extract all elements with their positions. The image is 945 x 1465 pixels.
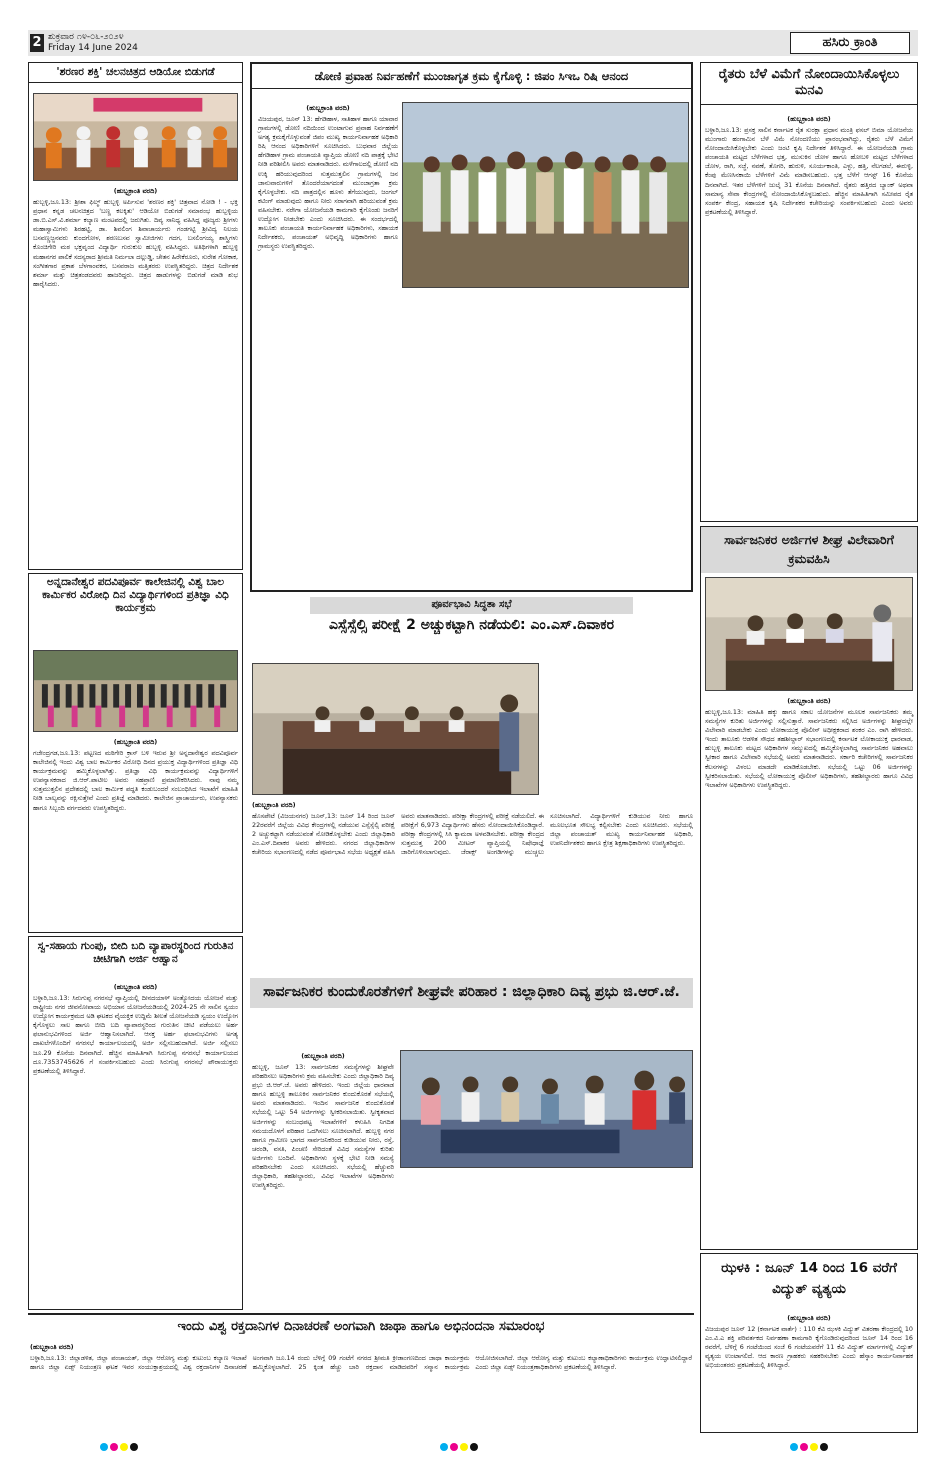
article-audio-body: ಹುಬ್ಬಳ್ಳಿ,ಜೂ.13: ಶ್ರೀಶಾ ಫಿಲ್ಮ್ ಹುಬ್ಬಳ್ಳಿ ಅರ್ಪಿಸುವ 'ಶರಣರ ಶಕ್ತಿ' ಚಿತ್ರವಾದ ನೋಡಿ ! - ಭಕ್ತಿ ಪ್ರಧಾನ ಕನ್ನಡ ಚಲನಚಿತ್ರದ 'ಬಣ್ಣ ಕಲಕ್ಕಿತು' ಆಡಿಯೋ ಬಿಡುಗಡೆ ಸಮಾರಂಭ ಹುಬ್ಬಳ್ಳಿಯ ಡಾ.ಬಿ.ಎಸ್.ವಿ.ಶರ್ಮಾ ಕಲ್ಯಾಣ ಮಂಟಪದಲ್ಲಿ ಜರುಗಿತು. ದಿವ್ಯ ಸಾನಿಧ್ಯ ವಹಿಸಿದ್ದ ಪೂಜ್ಯರು ಶ್ರೀಗಳು ಮಹಾಸ್ವಾಮಿಗಳು ಶಿರಹಟ್ಟಿ, ಡಾ. ಶಿವಲಿಂಗ ಶಿವಾಚಾರ್ಯರು ಗಂಡಗಟ್ಟಿ ಶ್ರೀವಿದ್ಯ ನಿಲಯ ಬಸವಣ್ಣಜ್ಜನವರು ಕುಂದಗೋಳ, ಶರಣಬಸವ ಸ್ವಾಮೀಜಿಗಳು ಗದಗ, ಬಸಲಿಂಗಯ್ಯ ಶಾಸ್ತ್ರಿಗಳು ಕೊಂಚಿಗೇರಿ ಮಠ ಭಕ್ತವೃಂದ ವಿದ್ಯಾರ್ಥಿ ಗುರುಕುಲ ಹುಬ್ಬಳ್ಳಿ ವಹಿಸಿದ್ದರು. ಅತಿಥಿಗಳಾಗಿ ಹುಬ್ಬಳ್ಳಿ ಮಹಾನಗರ ಪಾಲಿಕೆ ಸದಸ್ಯರಾದ ಶ್ರೀಮತಿ ನಿರ್ಮಲಾ ದಲ್ಲುಡ್ಡಿ, ಚೇತನ ಹಿರೇಕೆರೂರು, ಸುರೇಶ ಗೋಕಾಕ, ಸಂಗೀತಗಾರ ಪ್ರಕಾಶ ಬೆಳಗಾಂವಕರ, ಬಸವರಾಜ ಮತ್ತಿತರರು ಉಪಸ್ಥಿತರಿದ್ದರು. ಚಿತ್ರದ ನಿರ್ದೇಶಕ ಶರ್ಮಾ ಮತ್ತು ಚಿತ್ರತಂಡದವರು ಹಾಜರಿದ್ದರು. ಚಿತ್ರದ ಹಾಡುಗಳನ್ನು ಬಿಡುಗಡೆ ಮಾಡಿ ಶುಭ ಹಾರೈಸಿದರು. [33,198,238,288]
dot-yellow [460,1443,468,1451]
article-shg [28,936,243,1310]
article-audio-photo [33,93,238,181]
article-ngo-body: ಗಜೇಂದ್ರಗಡ,ಜೂ.13: ಪಟ್ಟಣದ ಮಠಿಗೇರಿ ಕ್ರಾಸ್ ಬಳಿ ಇರುವ ಶ್ರೀ ಅನ್ನದಾನೇಶ್ವರ ಪದವಿಪೂರ್ವ ಕಾಲೇಜಿನಲ್ಲಿ ಇಂದು ವಿಶ್ವ ಬಾಲ ಕಾರ್ಮಿಕರ ವಿರೋಧಿ ದಿನದ ಪ್ರಯುಕ್ತ ವಿದ್ಯಾರ್ಥಿಗಳಿಂದ ಪ್ರತಿಜ್ಞಾ ವಿಧಿ ಕಾರ್ಯಕ್ರಮವನ್ನು ಹಮ್ಮಿಕೊಳ್ಳಲಾಗಿತ್ತು. ಪ್ರತಿಜ್ಞಾ ವಿಧಿ ಕಾರ್ಯಕ್ರಮವನ್ನು ವಿದ್ಯಾರ್ಥಿಗಳಿಗೆ ಉಪನ್ಯಾಸಕರಾದ ಜಿ.ಆರ್.ಪಾಟೀಲ ಅವರು ಸಹಪ್ರಾಣಿ ಪ್ರಮಾಣೀಕರಿಸಿದರು. ನಾವು ನಮ್ಮ ಸುತ್ತಮುತ್ತಲಿನ ಪ್ರದೇಶದಲ್ಲಿ ಬಾಲ ಕಾರ್ಮಿಕ ಪದ್ಧತಿ ಕಂಡುಬಂದರೆ ಸಂಬಂಧಿಸಿದ ಇಲಾಖೆಗೆ ಮಾಹಿತಿ ನೀಡಿ ಬಾಲ್ಯವನ್ನು ರಕ್ಷಿಸುತ್ತೇವೆ ಎಂದು ಪ್ರತಿಜ್ಞೆ ಮಾಡಿದರು. ಕಾಲೇಜಿನ ಪ್ರಾಚಾರ್ಯರು, ಉಪನ್ಯಾಸಕರು ಹಾಗೂ ಸಿಬ್ಬಂದಿ ವರ್ಗದವರು ಉಪಸ್ಥಿತರಿದ್ದರು. [33,749,238,812]
article-public-apps-headline: ಸಾರ್ವಜನಿಕರ ಅರ್ಜಿಗಳ ಶೀಘ್ರ ವಿಲೇವಾರಿಗೆ ಕ್ರಮವಹಿಸಿ [701,527,917,573]
article-audio [28,62,243,570]
article-public-apps-photo [705,577,913,691]
article-grievance-byline: (ಹುಬ್ಬಕ್ರಾಂತಿ ವರದಿ) [301,1052,345,1060]
article-shg-headline: ಸ್ವ-ಸಹಾಯ ಗುಂಪು, ಬೀದಿ ಬದಿ ವ್ಯಾಪಾರಸ್ಥರಿಂದ ಗುರುತಿನ ಚೀಟಿಗಾಗಿ ಅರ್ಜಿ ಆಹ್ವಾನ [37,940,234,966]
article-blood-body: ಬಳ್ಳಾರಿ,ಜೂ.13: ಜಿಲ್ಲಾಡಳಿತ, ಜಿಲ್ಲಾ ಪಂಚಾಯತ್, ಜಿಲ್ಲಾ ಆರೋಗ್ಯ ಮತ್ತು ಕುಟುಂಬ ಕಲ್ಯಾಣ ಇಲಾಖೆ ಹಾಗೂ ಜಿಲ್ಲಾ ಏಡ್ಸ್ ನಿಯಂತ್ರಣ ಘಟಕ ಇವರ ಸಂಯುಕ್ತಾಶ್ರಯದಲ್ಲಿ ವಿಶ್ವ ರಕ್ತದಾನಿಗಳ ದಿನಾಚರಣೆ ಅಂಗವಾಗಿ ಜೂ.14 ರಂದು ಬೆಳಿಗ್ಗೆ 09 ಗಂಟೆಗೆ ನಗರದ ಶ್ರೀಮತಿ ಕ್ರೀಡಾಂಗಣದಿಂದ ಜಾಥಾ ಕಾರ್ಯಕ್ರಮ ಹಮ್ಮಿಕೊಳ್ಳಲಾಗಿದೆ. 25 ಕ್ಕಿಂತ ಹೆಚ್ಚು ಬಾರಿ ರಕ್ತದಾನ ಮಾಡಿದವರಿಗೆ ಸನ್ಮಾನ ಕಾರ್ಯಕ್ರಮ ಆಯೋಜಿಸಲಾಗಿದೆ. ಜಿಲ್ಲಾ ಆರೋಗ್ಯ ಮತ್ತು ಕುಟುಂಬ ಕಲ್ಯಾಣಾಧಿಕಾರಿಗಳು ಕಾರ್ಯಕ್ರಮ ಉದ್ಘಾಟಿಸಲಿದ್ದಾರೆ ಎಂದು ಜಿಲ್ಲಾ ಏಡ್ಸ್ ನಿಯಂತ್ರಣಾಧಿಕಾರಿಗಳು ಪ್ರಕಟಣೆಯಲ್ಲಿ ತಿಳಿಸಿದ್ದಾರೆ. [30,1354,692,1372]
article-audio-headline: 'ಶರಣರ ಶಕ್ತಿ' ಚಲನಚಿತ್ರದ ಆಡಿಯೋ ಬಿಡುಗಡೆ [29,63,242,83]
article-farmers [700,62,918,522]
article-grievance [250,978,693,1310]
dot-black [820,1443,828,1451]
article-power [700,1253,918,1433]
registration-dots-left [100,1443,138,1451]
dot-cyan [100,1443,108,1451]
article-sslc-byline: (ಹುಬ್ಬಕ್ರಾಂತಿ ವರದಿ) [252,801,296,809]
article-shg-byline: (ಹುಬ್ಬಕ್ರಾಂತಿ ವರದಿ) [113,983,158,991]
article-sslc-photo [252,663,539,795]
registration-dots-center [440,1443,478,1451]
article-grievance-body: ಹುಬ್ಬಳ್ಳಿ, ಜೂನ್ 13: ಸಾರ್ವಜನಿಕರ ಸಮಸ್ಯೆಗಳನ್ನು ಶೀಘ್ರವೇ ಪರಿಹರಿಸಲು ಅಧಿಕಾರಿಗಳು ಕ್ರಮ ವಹಿಸಬೇಕು ಎಂದು ಜಿಲ್ಲಾಧಿಕಾರಿ ದಿವ್ಯ ಪ್ರಭು ಜಿ.ಆರ್.ಜೆ. ಅವರು ಹೇಳಿದರು. ಇಂದು ಜಿಲ್ಲೆಯ ಧಾರವಾಡ ಹಾಗೂ ಹುಬ್ಬಳ್ಳಿ ತಾಲೂಕಿನ ಸಾರ್ವಜನಿಕರ ಕುಂದುಕೊರತೆ ಸಭೆಯಲ್ಲಿ ಅವರು ಮಾತನಾಡಿದರು. ಇಂದಿನ ಸಾರ್ವಜನಿಕ ಕುಂದುಕೊರತೆ ಸಭೆಯಲ್ಲಿ ಒಟ್ಟು 54 ಅರ್ಜಿಗಳನ್ನು ಸ್ವೀಕರಿಸಲಾಯಿತು. ಸ್ವೀಕೃತವಾದ ಅರ್ಜಿಗಳನ್ನು ಸಂಬಂಧಪಟ್ಟ ಇಲಾಖೆಗಳಿಗೆ ಕಳುಹಿಸಿ ನಿಗದಿತ ಸಮಯದೊಳಗೆ ಪರಿಹಾರ ಒದಗಿಸಲು ಸೂಚಿಸಲಾಗಿದೆ. ಹುಬ್ಬಳ್ಳಿ ನಗರ ಹಾಗೂ ಗ್ರಾಮೀಣ ಭಾಗದ ಸಾರ್ವಜನಿಕರಿಂದ ಕುಡಿಯುವ ನೀರು, ರಸ್ತೆ, ಚರಂಡಿ, ವಸತಿ, ಪಿಂಚಣಿ ಸೇರಿದಂತೆ ವಿವಿಧ ಸಮಸ್ಯೆಗಳ ಕುರಿತು ಅರ್ಜಿಗಳು ಬಂದಿವೆ. ಅಧಿಕಾರಿಗಳು ಸ್ಥಳಕ್ಕೆ ಭೇಟಿ ನೀಡಿ ಸಮಸ್ಯೆ ಪರಿಹರಿಸಬೇಕು ಎಂದು ಸೂಚಿಸಿದರು. ಸಭೆಯಲ್ಲಿ ಹೆಚ್ಚುವರಿ ಜಿಲ್ಲಾಧಿಕಾರಿ, ತಹಶೀಲ್ದಾರರು, ವಿವಿಧ ಇಲಾಖೆಗಳ ಅಧಿಕಾರಿಗಳು ಉಪಸ್ಥಿತರಿದ್ದರು. [252,1063,394,1190]
date-kannada: ಶುಕ್ರವಾರ ೧೪-೦೬-೨೦೨೪ [48,32,124,42]
article-power-headline: ಝಳಕಿ : ಜೂನ್ 14 ರಿಂದ 16 ವರೆಗೆ ವಿದ್ಯುತ್ ವ್ಯತ್ಯಯ [721,1260,897,1297]
divider-bottom [28,1313,694,1315]
article-sslc [250,597,693,975]
article-floods-headline: ಡೋಣಿ ಪ್ರವಾಹ ನಿರ್ವಹಣೆಗೆ ಮುಂಜಾಗೃತ ಕ್ರಮ ಕೈಗೊಳ್ಳಿ : ಜಿಪಂ ಸಿಇಒ ರಿಷಿ ಆನಂದ [252,64,691,89]
dot-black [470,1443,478,1451]
article-grievance-headline: ಸಾರ್ವಜನಿಕರ ಕುಂದುಕೊರತೆಗಳಿಗೆ ಶೀಘ್ರವೇ ಪರಿಹಾರ : ಜಿಲ್ಲಾಧಿಕಾರಿ ದಿವ್ಯ ಪ್ರಭು ಜಿ.ಆರ್.ಜೆ. [250,978,693,1008]
article-grievance-photo [400,1050,693,1168]
article-public-apps-body: ಹುಬ್ಬಳ್ಳಿ,ಜೂ.13: ಮಾಹಿತಿ ಹಕ್ಕು ಹಾಗೂ ಸಕಾಲ ಯೋಜನೆಗಳ ಮೂಲಕ ಸಾರ್ವಜನಿಕರು ತಮ್ಮ ಸಮಸ್ಯೆಗಳ ಕುರಿತು ಅರ್ಜಿಗಳನ್ನು ಸಲ್ಲಿಸುತ್ತಾರೆ. ಸಾರ್ವಜನಿಕರು ಸಲ್ಲಿಸಿದ ಅರ್ಜಿಗಳನ್ನು ಶೀಘ್ರದಲ್ಲೇ ವಿಲೇವಾರಿ ಮಾಡಬೇಕು ಎಂದು ಲೋಕಾಯುಕ್ತ ಪೊಲೀಸ್ ಅಧೀಕ್ಷಕರಾದ ಶಂಕರ ಎಂ. ರಾಗಿ ಹೇಳಿದರು. ಇಂದು ತಾಲೂಕು ಆಡಳಿತ ಸೌಧದ ತಹಶೀಲ್ದಾರ್ ಸಭಾಂಗಣದಲ್ಲಿ ಕರ್ನಾಟಕ ಲೋಕಾಯುಕ್ತ ಧಾರವಾಡ, ಹುಬ್ಬಳ್ಳಿ ತಾಲೂಕು ಮಟ್ಟದ ಅಧಿಕಾರಿಗಳ ಸಮ್ಮುಖದಲ್ಲಿ ಹಮ್ಮಿಕೊಳ್ಳಲಾಗಿದ್ದ ಸಾರ್ವಜನಿಕರ ಅಹವಾಲು ಸ್ವೀಕಾರ ಹಾಗೂ ವಿಲೇವಾರಿ ಸಭೆಯಲ್ಲಿ ಅವರು ಮಾತನಾಡಿದರು. ಸರ್ಕಾರಿ ಕಚೇರಿಗಳಲ್ಲಿ ಸಾರ್ವಜನಿಕರ ಕೆಲಸಗಳನ್ನು ವಿಳಂಬ ಮಾಡದೇ ಮಾಡಿಕೊಡಬೇಕು. ಸಭೆಯಲ್ಲಿ ಒಟ್ಟು 06 ಅರ್ಜಿಗಳನ್ನು ಸ್ವೀಕರಿಸಲಾಯಿತು. ಸಭೆಯಲ್ಲಿ ಲೋಕಾಯುಕ್ತ ಪೊಲೀಸ್ ಅಧಿಕಾರಿಗಳು, ತಹಶೀಲ್ದಾರರು ಹಾಗೂ ವಿವಿಧ ಇಲಾಖೆಗಳ ಅಧಿಕಾರಿಗಳು ಉಪಸ್ಥಿತರಿದ್ದರು. [705,708,913,789]
article-sslc-headline: ಎಸ್ಸೆಸ್ಸೆಲ್ಸಿ ಪರೀಕ್ಷೆ 2 ಅಚ್ಚುಕಟ್ಟಾಗಿ ನಡೆಯಲಿ: ಎಂ.ಎಸ್.ದಿವಾಕರ [329,616,614,633]
article-floods-body: ವಿಜಯಪುರ, ಜೂನ್ 13: ಹೆಗಡಿಹಾಳ, ಸಾತಿಹಾಳ ಹಾಗೂ ಯಾವಾರ ಗ್ರಾಮಗಳಲ್ಲಿ ಡೋಣಿ ನದಿಯಿಂದ ಉಂಟಾಗುವ ಪ್ರವಾಹ ನಿರ್ವಹಣೆಗೆ ಅಗತ್ಯ ಕ್ರಮಕೈಗೊಳ್ಳುವಂತೆ ಜಿಪಂ ಮುಖ್ಯ ಕಾರ್ಯನಿರ್ವಾಹಕ ಅಧಿಕಾರಿ ರಿಷಿ ಆನಂದ ಅಧಿಕಾರಿಗಳಿಗೆ ಸೂಚಿಸಿದರು. ಬುಧವಾರ ಜಿಲ್ಲೆಯ ಹೆಗಡಿಹಾಳ ಗ್ರಾಮ ಪಂಚಾಯತಿ ವ್ಯಾಪ್ತಿಯ ಡೋಣಿ ನದಿ ಪಾತ್ರಕ್ಕೆ ಭೇಟಿ ನೀಡಿ ಪರಿಶೀಲಿಸಿ ಅವರು ಮಾತನಾಡಿದರು. ಮಳೆಗಾಲದಲ್ಲಿ ಡೋಣಿ ನದಿ ಉಕ್ಕಿ ಹರಿಯುವುದರಿಂದ ಸುತ್ತಮುತ್ತಲಿನ ಗ್ರಾಮಗಳಲ್ಲಿ ಜನ ಜಾನುವಾರುಗಳಿಗೆ ತೊಂದರೆಯಾಗದಂತೆ ಮುಂಜಾಗ್ರತಾ ಕ್ರಮ ಕೈಗೊಳ್ಳಬೇಕು. ನದಿ ಪಾತ್ರದಲ್ಲಿನ ಹೂಳು ತೆಗೆಯುವುದು, ಜಂಗಲ್ ಕಟಿಂಗ್ ಮಾಡುವುದು ಹಾಗೂ ನೀರು ಸರಾಗವಾಗಿ ಹರಿಯುವಂತೆ ಕ್ರಮ ವಹಿಸಬೇಕು. ನರೇಗಾ ಯೋಜನೆಯಡಿ ಕಾಮಗಾರಿ ಕೈಗೊಂಡು ಜನರಿಗೆ ಉದ್ಯೋಗ ನೀಡಬೇಕು ಎಂದು ಸೂಚಿಸಿದರು. ಈ ಸಂದರ್ಭದಲ್ಲಿ ತಾಲೂಕು ಪಂಚಾಯತಿ ಕಾರ್ಯನಿರ್ವಾಹಕ ಅಧಿಕಾರಿಗಳು, ಸಹಾಯಕ ನಿರ್ದೇಶಕರು, ಪಂಚಾಯತ್ ಅಭಿವೃದ್ಧಿ ಅಧಿಕಾರಿಗಳು ಹಾಗೂ ಗ್ರಾಮಸ್ಥರು ಉಪಸ್ಥಿತರಿದ್ದರು. [258,115,398,251]
registration-dots-right [790,1443,828,1451]
dot-magenta [110,1443,118,1451]
article-sslc-kicker: ಪೂರ್ವಭಾವಿ ಸಿದ್ಧತಾ ಸಭೆ [310,597,633,614]
article-farmers-body: ಬಳ್ಳಾರಿ,ಜೂ.13: ಪ್ರಸಕ್ತ ಸಾಲಿನ ಕರ್ನಾಟಕ ರೈತ ಸುರಕ್ಷಾ ಪ್ರಧಾನ ಮಂತ್ರಿ ಫಸಲ್ ಬಿಮಾ ಯೋಜನೆಯ ಮುಂಗಾರು ಹಂಗಾಮಿನ ಬೆಳೆ ವಿಮೆ ನೋಂದಣಿಯು ಪ್ರಾರಂಭವಾಗಿದ್ದು, ರೈತರು ಬೆಳೆ ವಿಮೆಗೆ ನೋಂದಾಯಿಸಿಕೊಳ್ಳಬೇಕು ಎಂದು ಜಂಟಿ ಕೃಷಿ ನಿರ್ದೇಶಕ ತಿಳಿಸಿದ್ದಾರೆ. ಈ ಯೋಜನೆಯಡಿ ಗ್ರಾಮ ಪಂಚಾಯತಿ ಮಟ್ಟದ ಬೆಳೆಗಳಾದ ಭತ್ತ, ಮುಸುಕಿನ ಜೋಳ ಹಾಗೂ ಹೋಬಳಿ ಮಟ್ಟದ ಬೆಳೆಗಳಾದ ಜೋಳ, ರಾಗಿ, ಸಜ್ಜೆ, ನವಣೆ, ತೊಗರಿ, ಹುರುಳಿ, ಸೂರ್ಯಕಾಂತಿ, ಎಳ್ಳು, ಹತ್ತಿ, ನೆಲಗಡಲೆ, ಈರುಳ್ಳಿ, ಕೆಂಪು ಮೆಣಸಿನಕಾಯಿ ಬೆಳೆಗಳಿಗೆ ವಿಮೆ ಮಾಡಿಸಬಹುದು. ಭತ್ತ ಬೆಳೆಗೆ ಆಗಸ್ಟ್ 16 ಕೊನೆಯ ದಿನವಾಗಿದೆ. ಇತರ ಬೆಳೆಗಳಿಗೆ ಜುಲೈ 31 ಕೊನೆಯ ದಿನವಾಗಿದೆ. ರೈತರು ಹತ್ತಿರದ ಬ್ಯಾಂಕ್ ಅಥವಾ ಸಾಮಾನ್ಯ ಸೇವಾ ಕೇಂದ್ರಗಳಲ್ಲಿ ನೋಂದಾಯಿಸಿಕೊಳ್ಳಬಹುದು. ಹೆಚ್ಚಿನ ಮಾಹಿತಿಗಾಗಿ ಸಮೀಪದ ರೈತ ಸಂಪರ್ಕ ಕೇಂದ್ರ, ಸಹಾಯಕ ಕೃಷಿ ನಿರ್ದೇಶಕರ ಕಚೇರಿಯನ್ನು ಸಂಪರ್ಕಿಸಬಹುದು ಎಂದು ಅವರು ಪ್ರಕಟಣೆಯಲ್ಲಿ ತಿಳಿಸಿದ್ದಾರೆ. [705,126,913,216]
page-header-band [28,30,918,56]
dot-yellow [120,1443,128,1451]
article-shg-body: ಬಳ್ಳಾರಿ,ಜೂ.13: ಸಿರುಗುಪ್ಪ ನಗರಸಭೆ ವ್ಯಾಪ್ತಿಯಲ್ಲಿ ದೀನದಯಾಳ್ ಅಂತ್ಯೋದಯ ಯೋಜನೆ ಮತ್ತು ರಾಷ್ಟ್ರೀಯ ನಗರ ಜೀವನೋಪಾಯ ಅಭಿಯಾನ ಯೋಜನೆಯಡಿಯಲ್ಲಿ 2024-25 ನೇ ಸಾಲಿನ ಸ್ವಯಂ ಉದ್ಯೋಗ ಕಾರ್ಯಕ್ರಮದ ಅಡಿ ಘಟಕದ ವೈಯಕ್ತಿಕ ಉದ್ದಿಮೆ ಶೀಲತೆ ಯೋಜನೆಯಡಿ ಸ್ವಯಂ ಉದ್ಯೋಗ ಕೈಗೊಳ್ಳಲು ಸಾಲ ಹಾಗೂ ಬೀದಿ ಬದಿ ವ್ಯಾಪಾರಸ್ಥರಿಂದ ಗುರುತಿನ ಚೀಟಿ ಪಡೆಯಲು ಅರ್ಹ ಫಲಾನುಭವಿಗಳಿಂದ ಅರ್ಜಿ ಆಹ್ವಾನಿಸಲಾಗಿದೆ. ಆಸಕ್ತ ಅರ್ಹ ಫಲಾನುಭವಿಗಳು ಅಗತ್ಯ ದಾಖಲೆಗಳೊಂದಿಗೆ ನಗರಸಭೆ ಕಾರ್ಯಾಲಯದಲ್ಲಿ ಅರ್ಜಿ ಸಲ್ಲಿಸಬಹುದಾಗಿದೆ. ಅರ್ಜಿ ಸಲ್ಲಿಸಲು ಜೂ.29 ಕೊನೆಯ ದಿನವಾಗಿದೆ. ಹೆಚ್ಚಿನ ಮಾಹಿತಿಗಾಗಿ ಸಿರುಗುಪ್ಪ ನಗರಸಭೆ ಕಾರ್ಯಾಲಯದ ದೂ.7353745626 ಗೆ ಸಂಪರ್ಕಿಸಬಹುದು ಎಂದು ಸಿರುಗುಪ್ಪ ನಗರಸಭೆ ಪೌರಾಯುಕ್ತರು ಪ್ರಕಟಣೆಯಲ್ಲಿ ತಿಳಿಸಿದ್ದಾರೆ. [33,994,238,1075]
dot-yellow [810,1443,818,1451]
article-power-byline: (ಹುಬ್ಬಕ್ರಾಂತಿ ವರದಿ) [787,1314,831,1322]
article-public-apps-byline: (ಹುಬ್ಬಕ್ರಾಂತಿ ವರದಿ) [787,697,831,705]
article-power-body: ವಿಜಯಪುರ ಜೂನ್ 12 (ಕರ್ನಾಟಕ ವಾರ್ತೆ) : 110 ಕೆವಿ ಝಳಕಿ ವಿದ್ಯುತ್ ವಿತರಣಾ ಕೇಂದ್ರದಲ್ಲಿ 10 ಎಂ.ವಿ.ಎ ಶಕ್ತಿ ಪರಿವರ್ತಕದ ನಿರ್ವಹಣಾ ಕಾಮಗಾರಿ ಕೈಗೊಂಡಿರುವುದರಿಂದ ಜೂನ್ 14 ರಿಂದ 16 ರವರೆಗೆ, ಬೆಳಿಗ್ಗೆ 6 ಗಂಟೆಯಿಂದ ಸಂಜೆ 6 ಗಂಟೆಯವರೆಗೆ 11 ಕೆವಿ ವಿದ್ಯುತ್ ಮಾರ್ಗಗಳಲ್ಲಿ ವಿದ್ಯುತ್ ವ್ಯತ್ಯಯ ಉಂಟಾಗಲಿದೆ. ಆದ ಕಾರಣ ಗ್ರಾಹಕರು ಸಹಕರಿಸಬೇಕು ಎಂದು ಹೆಸ್ಕಾಂ ಕಾರ್ಯನಿರ್ವಾಹಕ ಅಭಿಯಂತರರು ಪ್ರಕಟಣೆಯಲ್ಲಿ ತಿಳಿಸಿದ್ದಾರೆ. [705,1325,913,1370]
article-blood-byline: (ಹುಬ್ಬಕ್ರಾಂತಿ ವರದಿ) [30,1343,74,1351]
dot-magenta [450,1443,458,1451]
article-ngo-byline: (ಹುಬ್ಬಕ್ರಾಂತಿ ವರದಿ) [113,738,158,746]
masthead: ಹಸಿರು ಕ್ರಾಂತಿ [790,32,910,54]
article-floods-photo [402,102,689,288]
dot-magenta [800,1443,808,1451]
article-floods-byline: (ಹುಬ್ಬಕ್ರಾಂತಿ ವರದಿ) [306,104,350,112]
article-audio-byline: (ಹುಬ್ಬಕ್ರಾಂತಿ ವರದಿ) [113,187,158,195]
article-farmers-byline: (ಹುಬ್ಬಕ್ರಾಂತಿ ವರದಿ) [787,115,831,123]
article-farmers-headline: ರೈತರು ಬೆಳೆ ವಿಮೆಗೆ ನೋಂದಾಯಿಸಿಕೊಳ್ಳಲು ಮನವಿ [701,63,917,105]
dot-cyan [440,1443,448,1451]
page-number: 2 [30,34,44,52]
article-blood-headline: ಇಂದು ವಿಶ್ವ ರಕ್ತದಾನಿಗಳ ದಿನಾಚರಣೆ ಅಂಗವಾಗಿ ಜಾಥಾ ಹಾಗೂ ಅಭಿನಂದನಾ ಸಮಾರಂಭ [177,1319,545,1334]
article-ngo-photo [33,650,238,732]
article-ngo [28,573,243,933]
article-floods [250,62,693,592]
article-ngo-headline: ಅನ್ನದಾನೇಶ್ವರ ಪದವಿಪೂರ್ವ ಕಾಲೇಜಿನಲ್ಲಿ ವಿಶ್ವ ಬಾಲ ಕಾರ್ಮಿಕರ ವಿರೋಧಿ ದಿನ ವಿದ್ಯಾರ್ಥಿಗಳಿಂದ ಪ್ರತಿಜ್ಞಾ ವಿಧಿ ಕಾರ್ಯಕ್ರಮ [42,576,229,615]
article-blood [28,1317,694,1433]
dot-cyan [790,1443,798,1451]
article-public-apps [700,526,918,1250]
dot-black [130,1443,138,1451]
article-sslc-body: ಹೊಸಪೇಟೆ (ವಿಜಯನಗರ) ಜೂನ್,13: ಜೂನ್ 14 ರಿಂದ ಜೂನ್ 22ರವರೆಗೆ ಜಿಲ್ಲೆಯ ವಿವಿಧ ಕೇಂದ್ರಗಳಲ್ಲಿ ನಡೆಯುವ ಎಸ್ಸೆಸ್ಸೆಲ್ಸಿ ಪರೀಕ್ಷೆ 2 ಅಚ್ಚುಕಟ್ಟಾಗಿ ನಡೆಯುವಂತೆ ನೋಡಿಕೊಳ್ಳಬೇಕು ಎಂದು ಜಿಲ್ಲಾಧಿಕಾರಿ ಎಂ.ಎಸ್.ದಿವಾಕರ ಅವರು ಹೇಳಿದರು. ನಗರದ ಜಿಲ್ಲಾಧಿಕಾರಿಗಳ ಕಚೇರಿಯ ಸಭಾಂಗಣದಲ್ಲಿ ನಡೆದ ಪೂರ್ವಭಾವಿ ಸಭೆಯ ಅಧ್ಯಕ್ಷತೆ ವಹಿಸಿ ಅವರು ಮಾತನಾಡಿದರು. ಪರೀಕ್ಷಾ ಕೇಂದ್ರಗಳಲ್ಲಿ ಪರೀಕ್ಷೆ ನಡೆಯಲಿದೆ. ಈ ಪರೀಕ್ಷೆಗೆ 6,973 ವಿದ್ಯಾರ್ಥಿಗಳು ಹೆಸರು ನೋಂದಾಯಿಸಿಕೊಂಡಿದ್ದಾರೆ. ಪರೀಕ್ಷಾ ಕೇಂದ್ರಗಳಲ್ಲಿ ಸಿಸಿ ಕ್ಯಾಮರಾ ಅಳವಡಿಸಬೇಕು. ಪರೀಕ್ಷಾ ಕೇಂದ್ರದ ಸುತ್ತಮುತ್ತ 200 ಮೀಟರ್ ವ್ಯಾಪ್ತಿಯಲ್ಲಿ ನಿಷೇಧಾಜ್ಞೆ ಜಾರಿಗೊಳಿಸಲಾಗುವುದು. ಜೆರಾಕ್ಸ್ ಅಂಗಡಿಗಳನ್ನು ಮುಚ್ಚಲು ಸೂಚಿಸಲಾಗಿದೆ. ವಿದ್ಯಾರ್ಥಿಗಳಿಗೆ ಕುಡಿಯುವ ನೀರು ಹಾಗೂ ಮೂಲಭೂತ ಸೌಲಭ್ಯ ಕಲ್ಪಿಸಬೇಕು ಎಂದು ಸೂಚಿಸಿದರು. ಸಭೆಯಲ್ಲಿ ಜಿಲ್ಲಾ ಪಂಚಾಯತ್ ಮುಖ್ಯ ಕಾರ್ಯನಿರ್ವಾಹಕ ಅಧಿಕಾರಿ, ಉಪನಿರ್ದೇಶಕರು ಹಾಗೂ ಕ್ಷೇತ್ರ ಶಿಕ್ಷಣಾಧಿಕಾರಿಗಳು ಉಪಸ್ಥಿತರಿದ್ದರು. [252,812,693,857]
date-english: Friday 14 June 2024 [48,43,138,53]
